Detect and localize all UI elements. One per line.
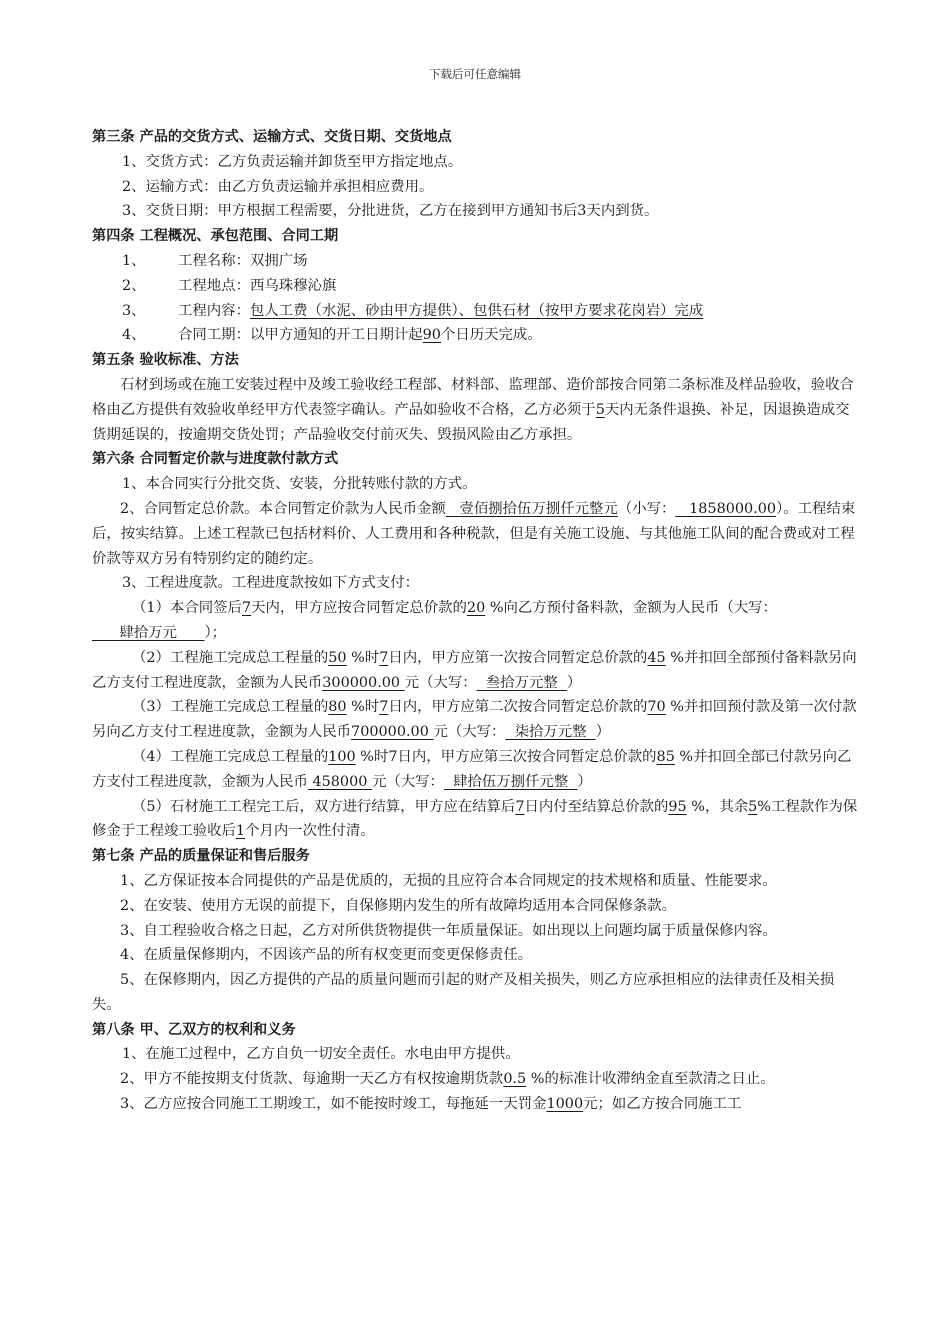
s6-p3-a: （3）工程施工完成总工程量的 [132, 699, 329, 716]
s6-payment-5 [92, 795, 858, 845]
s8-late-fee-rate: 0.5 [503, 1071, 527, 1088]
s6-p1-e: %向乙方预付备料款，金额为人民币（大写： [485, 600, 777, 617]
s4-item-1-num: 1、 [122, 252, 146, 269]
s6-total-uppercase: 壹佰捌拾伍万捌仟元整元 [445, 500, 618, 517]
s6-payment-2 [92, 646, 858, 696]
s5-paragraph [92, 373, 858, 447]
section-3-title: 第三条 产品的交货方式、运输方式、交货日期、交货地点 [92, 129, 452, 145]
s6-p3-progress: 80 [328, 699, 347, 716]
s6-p2-i: 元（大写： [404, 674, 477, 691]
s7-line-3: 3、自工程验收合格之日起，乙方对所供货物提供一年质量保证。如出现以上问题均属于质量保修内容。 [120, 922, 777, 939]
s8-line-1: 1、在施工过程中，乙方自负一切安全责任。水电由甲方提供。 [122, 1046, 520, 1063]
s6-l2-text-a: 2、合同暂定总价款。本合同暂定价款为人民币金额 [120, 500, 446, 517]
s6-p1-g: ）； [204, 624, 227, 641]
s5-text-a: 石材到场或在施工安装过程中及竣工验收经工程部、材料部、监理部、造价部按合同第二条标准及样品验收，验收合格由乙方提供有效验收单经甲方代表签字确认。产品如验收不合格，乙方必须于 [92, 376, 854, 418]
s6-p2-a: （2）工程施工完成总工程量的 [132, 649, 329, 666]
s6-p2-c: %时 [346, 649, 380, 666]
s4-item-2-num: 2、 [122, 277, 146, 294]
s6-p3-amount-upper: 柒拾万元整 [505, 724, 596, 741]
s4-item-4-text-a: 合同工期：以甲方通知的开工日期计起 [178, 327, 423, 344]
s8-l2-c: %的标准计收滞纳金直至款清之日止。 [526, 1071, 775, 1088]
s8-l3-c: 元；如乙方按合同施工工 [583, 1096, 742, 1113]
s7-line-1: 1、乙方保证按本合同提供的产品是优质的，无损的且应符合本合同规定的技术规格和质量、性能要求。 [120, 872, 777, 889]
s6-payment-4 [92, 745, 858, 795]
s4-item-3-num: 3、 [122, 302, 146, 319]
s6-p5-percent: 95 [668, 798, 687, 815]
s4-item-2-text: 工程地点：西乌珠穆沁旗 [178, 277, 337, 294]
s6-line-1: 1、本合同实行分批交货、安装，分批转账付款的方式。 [122, 476, 477, 493]
s6-total-lowercase: 1858000.00 [675, 500, 777, 517]
s5-days: 5 [595, 401, 605, 418]
s6-p3-k: ） [595, 724, 611, 741]
s6-p2-days: 7 [379, 649, 389, 666]
s6-p4-i: ） [577, 773, 592, 790]
s6-p5-days: 7 [515, 798, 525, 815]
s6-payment-1 [92, 596, 858, 646]
s6-p1-days: 7 [241, 600, 252, 617]
s6-p3-i: 元（大写： [433, 724, 506, 741]
s6-p2-k: ） [566, 674, 582, 691]
section-4-title: 第四条 工程概况、承包范围、合同工期 [92, 228, 339, 245]
s6-p2-amount-upper: 叁拾万元整 [476, 674, 567, 691]
s6-p1-amount-upper: 肆拾万元 [92, 624, 205, 641]
section-5-title: 第五条 验收标准、方法 [92, 352, 239, 369]
s6-p3-amount: 700000.00 [351, 724, 434, 741]
s6-p1-percent: 20 [466, 600, 486, 617]
s6-p4-percent: 85 [656, 748, 675, 765]
s8-l3-a: 3、乙方应按合同施工工期竣工，如不能按时竣工，每拖延一天罚金 [120, 1096, 547, 1113]
s8-line-3 [92, 1092, 858, 1117]
section-7-title: 第七条 产品的质量保证和售后服务 [92, 848, 310, 865]
s6-p4-a: （4）工程施工完成总工程量的 [132, 748, 329, 765]
s6-p1-a: （1）本合同签后 [132, 600, 242, 617]
s6-p5-months: 1 [235, 823, 246, 840]
s6-p5-i: 个月内一次性付清。 [245, 823, 375, 840]
s6-p3-g: %并扣回预付款及第一次付款另向乙方支付工程进度款，金额为人民币 [92, 699, 857, 741]
section-8-title: 第八条 甲、乙双方的权利和义务 [92, 1021, 296, 1038]
s6-payment-3 [92, 695, 858, 745]
s6-p3-e: 日内，甲方应第二次按合同暂定总价款的 [388, 699, 648, 716]
s6-p4-progress: 100 [328, 748, 356, 765]
document-body [92, 125, 858, 1117]
s6-p5-c: 日内付至结算总价款的 [524, 798, 669, 815]
s7-line-4: 4、在质量保修期内，不因该产品的所有权变更而变更保修责任。 [120, 947, 533, 964]
s5-text-c: 天内无条件退换、补足，因退换造成交货期延误的，按逾期交货处罚；产品验收交付前灭失、毁损风险由乙方承担。 [92, 401, 850, 443]
s8-l2-a: 2、甲方不能按期支付货款、每逾期一天乙方有权按逾期货款 [120, 1071, 504, 1088]
s6-p3-c: %时 [346, 699, 380, 716]
s4-item-4-days: 90 [422, 327, 441, 344]
page-header: 下载后可任意编辑 [429, 67, 521, 81]
s6-p2-percent: 45 [647, 649, 666, 666]
s4-item-4-text-c: 个日历天完成。 [440, 327, 542, 344]
s3-line-1: 1、交货方式：乙方负责运输并卸货至甲方指定地点。 [122, 153, 463, 170]
s6-p5-a: （5）石材施工工程完工后，双方进行结算，甲方应在结算后 [132, 798, 516, 815]
s4-item-3-value: 包人工费（水泥、砂由甲方提供）、包供石材（按甲方要求花岗岩）完成 [249, 302, 704, 319]
s6-l2-text-c: （小写： [617, 500, 676, 517]
s7-line-2: 2、在安装、使用方无误的前提下，自保修期内发生的所有故障均适用本合同保修条款。 [120, 897, 677, 914]
s4-item-4 [92, 323, 858, 348]
s6-p3-days: 7 [379, 699, 389, 716]
s6-p2-progress: 50 [328, 649, 347, 666]
s4-item-3-label: 工程内容： [178, 302, 250, 319]
s8-line-2 [92, 1067, 858, 1092]
s6-p3-percent: 70 [647, 699, 666, 716]
section-6-title: 第六条 合同暂定价款与进度款付款方式 [92, 451, 339, 468]
s4-item-1-text: 工程名称：双拥广场 [178, 252, 308, 269]
s6-p4-e: %并扣回全部已付款另向乙方支付工程进度款，金额为人民币 [92, 748, 852, 790]
s6-line-3: 3、工程进度款。工程进度款按如下方式支付： [122, 575, 419, 592]
s4-item-3 [92, 299, 858, 324]
s6-p1-c: 天内，甲方应按合同暂定总价款的 [251, 600, 467, 617]
s4-item-1 [92, 249, 858, 274]
s4-item-4-num: 4、 [122, 327, 146, 344]
s6-p5-e: %，其余 [686, 798, 749, 815]
s6-p2-g: %并扣回全部预付备料款另向乙方支付工程进度款，金额为人民币 [92, 649, 857, 691]
s6-p5-retention: 5 [748, 798, 758, 815]
s3-line-3: 3、交货日期：甲方根据工程需要，分批进货，乙方在接到甲方通知书后3天内到货。 [122, 203, 659, 220]
s6-p2-amount: 300000.00 [322, 674, 405, 691]
s3-line-2: 2、运输方式：由乙方负责运输并承担相应费用。 [122, 178, 434, 195]
s6-p2-e: 日内，甲方应第一次按合同暂定总价款的 [388, 649, 648, 666]
s6-p5-g: %工程款作为保修金于工程竣工验收后 [92, 798, 858, 840]
s6-line-2 [92, 497, 858, 571]
s7-line-5: 5、在保修期内，因乙方提供的产品的质量问题而引起的财产及相关损失，则乙方应承担相应的法律责任及相关损失。 [92, 972, 835, 1013]
s6-p4-c: %时7日内，甲方应第三次按合同暂定总价款的 [355, 748, 657, 765]
s6-p4-g: 元（大写： [371, 773, 444, 790]
s4-item-2 [92, 274, 858, 299]
s6-l2-text-e: ）。工程结束后，按实结算。上述工程款已包括材料价、人工费用和各种税款，但是有关施工设施、与其他施工队间的配合费或对工程价款等双方另有特别约定的随约定。 [92, 500, 856, 567]
s6-p4-amount-upper: 肆拾伍万捌仟元整 [443, 773, 578, 790]
s6-p4-amount: 458000 [307, 773, 372, 790]
s8-daily-penalty: 1000 [546, 1096, 584, 1113]
